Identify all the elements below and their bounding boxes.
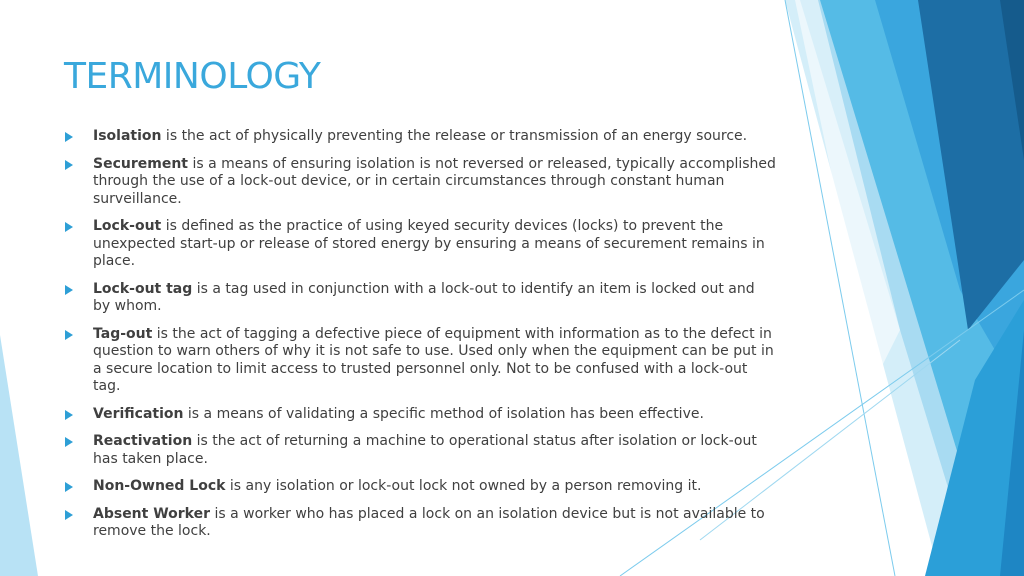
bullet-arrow-icon [65,222,73,232]
term-definition: is a tag used in conjunction with a lock-out to identify an item is locked out and by whom. [93,280,755,314]
term-name: Lock-out tag [93,280,193,297]
bullet-arrow-icon [65,285,73,295]
term-name: Tag-out [93,325,153,342]
list-item [64,156,776,209]
list-item [64,506,776,541]
term-name: Absent Worker [93,505,211,522]
term-name: Verification [93,405,184,422]
term-name: Securement [93,155,188,172]
bullet-arrow-icon [65,330,73,340]
bullet-arrow-icon [65,437,73,447]
term-name: Non-Owned Lock [93,478,226,494]
list-item [64,478,776,496]
left-accent-shape [0,335,38,576]
list-item [64,433,776,468]
bullet-arrow-icon [65,160,73,170]
term-definition: is the act of physically preventing the release or transmission of an energy source. [161,128,748,144]
term-definition: is defined as the practice of using keyed security devices (locks) to prevent the unexpected start-up or release of stored energy by ensuring a means of securement remains in place. [93,218,765,269]
bullet-arrow-icon [65,410,73,420]
term-definition: is a worker who has placed a lock on an isolation device but is not available to remove the lock. [93,505,765,539]
list-item [64,218,776,271]
term-name: Lock-out [93,218,162,234]
term-name: Reactivation [93,433,193,449]
term-definition: is the act of returning a machine to operational status after isolation or lock-out has taken place. [93,433,757,467]
bullet-arrow-icon [65,510,73,520]
list-item [64,406,776,424]
term-definition: is a means of ensuring isolation is not reversed or released, typically accomplished through the use of a lock-out device, or in certain circumstances through constant human surveillance. [93,155,776,207]
term-definition: is any isolation or lock-out lock not owned by a person removing it. [225,478,702,494]
terminology-list [64,128,776,551]
list-item [64,128,776,146]
bullet-arrow-icon [65,132,73,142]
bullet-arrow-icon [65,482,73,492]
term-name: Isolation [93,128,162,144]
term-definition: is the act of tagging a defective piece of equipment with information as to the defect in question to warn others of why it is not safe to use. Used only when the equipment can be put in a secure location to limit access to trusted personnel only. Not to be confused with a lock-out tag. [93,325,774,394]
page-title: TERMINOLOGY [64,56,321,97]
term-definition: is a means of validating a specific method of isolation has been effective. [183,405,704,422]
list-item [64,281,776,316]
list-item [64,326,776,396]
